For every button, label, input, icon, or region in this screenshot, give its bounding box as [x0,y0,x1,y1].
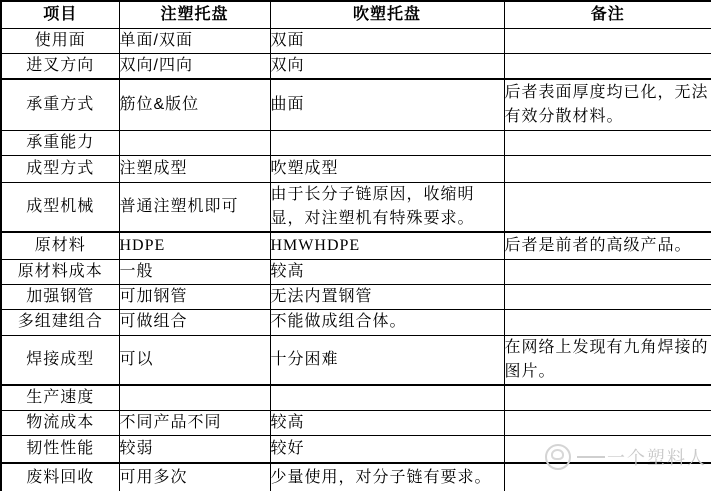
table-row-usage-side [1,28,711,53]
cell-blow: 十分困难 [270,335,504,385]
cell-injection: 较弱 [119,436,270,463]
cell-note [504,259,711,284]
cell-note [504,463,711,491]
cell-item: 成型方式 [1,156,119,183]
cell-blow: 由于长分子链原因，收缩明显，对注塑机有特殊要求。 [270,183,504,233]
watermark-text: 一个塑料人 [607,448,707,468]
cell-injection: HDPE [119,232,270,259]
cell-note: 后者表面厚度均已化，无法有效分散材料。 [504,79,711,131]
cell-item: 韧性性能 [1,436,119,463]
cell-item: 生产速度 [1,385,119,411]
table-row-material-cost [1,259,711,284]
cell-injection: 可做组合 [119,309,270,335]
cell-injection [119,385,270,411]
cell-note [504,53,711,79]
cell-injection: 不同产品不同 [119,411,270,436]
column-header-item: 项目 [1,1,119,28]
cell-blow [270,385,504,411]
cell-item: 焊接成型 [1,335,119,385]
cell-injection: 普通注塑机即可 [119,183,270,233]
cell-blow: 曲面 [270,79,504,131]
cell-blow: HMWHDPE [270,232,504,259]
cell-note [504,131,711,156]
table-row-fork-direction [1,53,711,79]
cell-blow: 吹塑成型 [270,156,504,183]
cell-note [504,156,711,183]
cell-note [504,411,711,436]
cell-item: 废料回收 [1,463,119,491]
column-header-blow: 吹塑托盘 [270,1,504,28]
cell-note [504,183,711,233]
cell-item: 物流成本 [1,411,119,436]
table-row-load-bearing-mode [1,79,711,131]
cell-injection: 注塑成型 [119,156,270,183]
column-header-injection: 注塑托盘 [119,1,270,28]
cell-note [504,28,711,53]
cell-injection: 筋位&版位 [119,79,270,131]
table-row-steel-tube [1,284,711,309]
cell-blow: 较高 [270,259,504,284]
cell-item: 加强钢管 [1,284,119,309]
header-row [1,1,711,28]
cell-item: 原材料 [1,232,119,259]
cell-item: 进叉方向 [1,53,119,79]
table-row-load-capacity [1,131,711,156]
cell-item: 承重方式 [1,79,119,131]
cell-item: 成型机械 [1,183,119,233]
cell-injection: 双向/四向 [119,53,270,79]
cell-item: 使用面 [1,28,119,53]
table-row-logistics-cost [1,411,711,436]
cell-note: 后者是前者的高级产品。 [504,232,711,259]
cell-injection: 可用多次 [119,463,270,491]
cell-blow: 双向 [270,53,504,79]
cell-note [504,284,711,309]
cell-blow: 少量使用，对分子链有要求。 [270,463,504,491]
cell-item: 多组建组合 [1,309,119,335]
cell-injection: 可以 [119,335,270,385]
cell-injection: 一般 [119,259,270,284]
cell-item: 原材料成本 [1,259,119,284]
table-row-molding-method [1,156,711,183]
cell-blow: 无法内置钢管 [270,284,504,309]
table-row-scrap-recycling [1,463,711,491]
cell-blow: 不能做成组合体。 [270,309,504,335]
table-row-production-speed [1,385,711,411]
table-row-toughness [1,436,711,463]
cell-injection: 可加钢管 [119,284,270,309]
cell-injection: 单面/双面 [119,28,270,53]
cell-blow: 双面 [270,28,504,53]
cell-blow: 较好 [270,436,504,463]
cell-note [504,436,711,463]
cell-injection [119,131,270,156]
cell-blow [270,131,504,156]
cell-item: 承重能力 [1,131,119,156]
cell-note: 在网络上发现有九角焊接的图片。 [504,335,711,385]
cell-blow: 较高 [270,411,504,436]
cell-note [504,385,711,411]
table-row-molding-machine [1,183,711,233]
cell-note [504,309,711,335]
table-row-raw-material [1,232,711,259]
table-row-multi-module [1,309,711,335]
table-row-weld-forming [1,335,711,385]
column-header-note: 备注 [504,1,711,28]
